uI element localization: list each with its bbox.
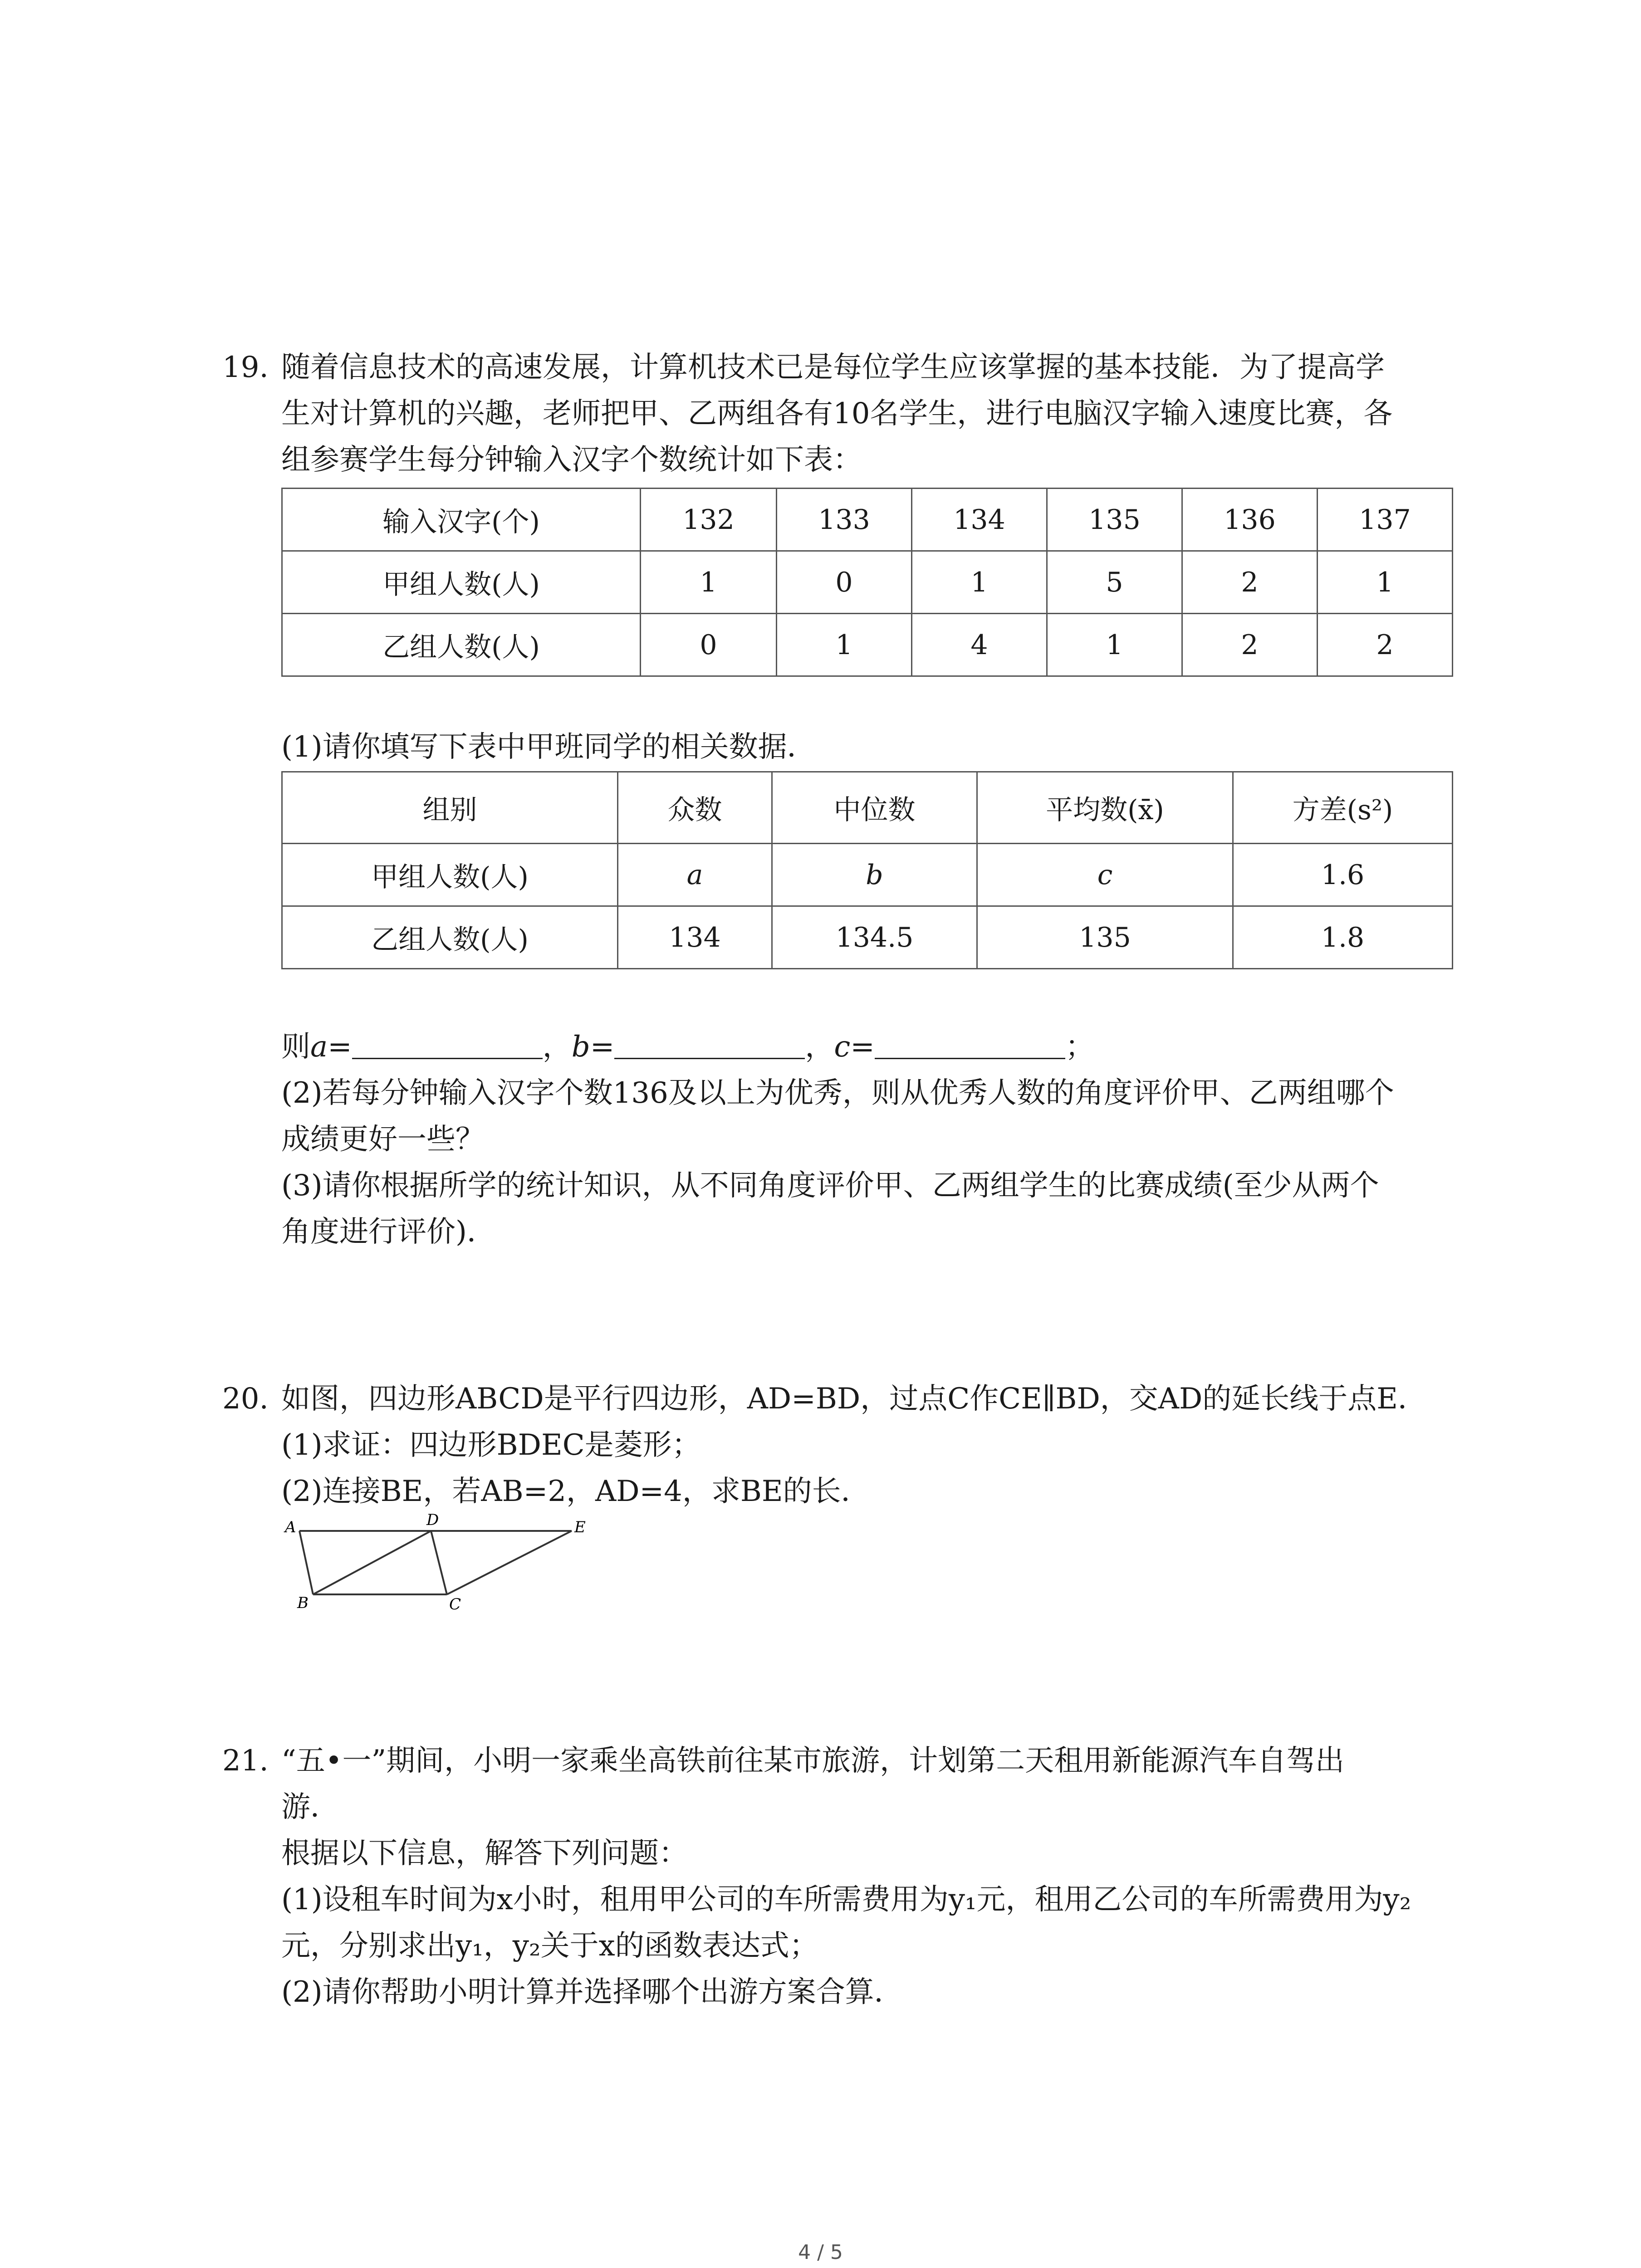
q19-number: 19. — [222, 351, 269, 384]
table-cell: 2 — [1182, 614, 1318, 676]
table-header-row — [282, 772, 1453, 844]
table-header-cell: 中位数 — [772, 772, 977, 844]
table-cell: 甲组人数(人) — [282, 844, 618, 906]
table-cell: b — [772, 844, 977, 906]
q20-number: 20. — [222, 1382, 269, 1416]
table-header-cell: 平均数(x̄) — [977, 772, 1233, 844]
table-cell: 1 — [912, 551, 1047, 614]
segment-dc — [431, 1531, 447, 1594]
fill-separator: ， — [805, 1030, 834, 1064]
table-row — [282, 614, 1453, 676]
table-cell: 5 — [1047, 551, 1182, 614]
fill-b-label: b= — [571, 1030, 615, 1064]
fill-prefix: 则 — [281, 1030, 310, 1064]
table-cell: 135 — [977, 906, 1233, 969]
vertex-label-c: C — [449, 1595, 461, 1613]
parallelogram-figure — [272, 1510, 617, 1615]
table-header-cell: 众数 — [618, 772, 772, 844]
table-cell: 1 — [1318, 551, 1453, 614]
vertex-label-d: D — [426, 1511, 439, 1529]
table-header-cell: 133 — [777, 489, 912, 551]
table-cell: 甲组人数(人) — [282, 551, 641, 614]
table-cell: 0 — [641, 614, 777, 676]
fill-a-label: a= — [310, 1030, 352, 1064]
table-cell: 4 — [912, 614, 1047, 676]
table-cell: 1 — [1047, 614, 1182, 676]
segment-ec — [447, 1531, 572, 1594]
q21-text-line4: (1)设租车时间为x小时，租用甲公司的车所需费用为y₁元，租用乙公司的车所需费用为y₂ — [281, 1883, 1411, 1916]
segment-bd — [313, 1531, 431, 1594]
table-cell: 0 — [777, 551, 912, 614]
table-header-cell: 132 — [641, 489, 777, 551]
q19-text-line2: 生对计算机的兴趣，老师把甲、乙两组各有10名学生，进行电脑汉字输入速度比赛，各 — [281, 397, 1393, 430]
q19-part2-line1: (2)若每分钟输入汉字个数136及以上为优秀，则从优秀人数的角度评价甲、乙两组哪个 — [281, 1076, 1394, 1110]
q20-text-line1: 如图，四边形ABCD是平行四边形，AD=BD，过点C作CE∥BD，交AD的延长线于点E． — [281, 1382, 1427, 1416]
fill-c-label: c= — [834, 1030, 875, 1064]
table-header-cell: 137 — [1318, 489, 1453, 551]
table-header-cell: 136 — [1182, 489, 1318, 551]
q20-text-line3: (2)连接BE，若AB=2，AD=4，求BE的长． — [281, 1475, 870, 1508]
q21-number: 21. — [222, 1744, 269, 1778]
q21-text-line2: 游． — [281, 1790, 339, 1824]
fill-separator: ， — [542, 1030, 572, 1064]
page-number: 4 / 5 — [798, 2241, 843, 2264]
table-header-cell: 组别 — [282, 772, 618, 844]
vertex-label-b: B — [297, 1594, 309, 1612]
table-header-cell: 134 — [912, 489, 1047, 551]
table-header-cell: 输入汉字(个) — [282, 489, 641, 551]
table-cell: 2 — [1318, 614, 1453, 676]
q19-text-line3: 组参赛学生每分钟输入汉字个数统计如下表： — [281, 443, 862, 477]
q21-text-line6: (2)请你帮助小明计算并选择哪个出游方案合算． — [281, 1975, 903, 2009]
q19-part2-line2: 成绩更好一些？ — [281, 1123, 485, 1156]
table-header-row — [282, 489, 1453, 551]
q19-part1: (1)请你填写下表中甲班同学的相关数据． — [281, 730, 816, 764]
answer-blank-a[interactable] — [352, 1031, 543, 1059]
table-cell: 134 — [618, 906, 772, 969]
table-row — [282, 551, 1453, 614]
table-cell: 2 — [1182, 551, 1318, 614]
table-cell: a — [618, 844, 772, 906]
table-cell: 1.6 — [1233, 844, 1453, 906]
q21-text-line5: 元，分别求出y₁，y₂关于x的函数表达式； — [281, 1929, 818, 1963]
table-cell: 1 — [777, 614, 912, 676]
q19-text-line1: 随着信息技术的高速发展，计算机技术已是每位学生应该掌握的基本技能．为了提高学 — [281, 351, 1385, 384]
table-cell: c — [977, 844, 1233, 906]
q21-text-line3: 根据以下信息，解答下列问题： — [281, 1837, 688, 1870]
table-row — [282, 844, 1453, 906]
q20-text-line2: (1)求证：四边形BDEC是菱形； — [281, 1428, 701, 1462]
segment-ab — [299, 1531, 313, 1594]
table-cell: 乙组人数(人) — [282, 906, 618, 969]
answer-blank-c[interactable] — [875, 1031, 1065, 1059]
table-cell: 1.8 — [1233, 906, 1453, 969]
vertex-label-e: E — [574, 1518, 586, 1536]
q19-part3-line1: (3)请你根据所学的统计知识，从不同角度评价甲、乙两组学生的比赛成绩(至少从两个 — [281, 1169, 1379, 1202]
vertex-label-a: A — [285, 1518, 296, 1536]
fill-end: ； — [1065, 1030, 1094, 1064]
q21-text-line1: “五•一”期间，小明一家乘坐高铁前往某市旅游，计划第二天租用新能源汽车自驾出 — [281, 1744, 1345, 1778]
q19-typing-speed-table — [281, 488, 1453, 677]
answer-blank-b[interactable] — [614, 1031, 805, 1059]
table-cell: 1 — [641, 551, 777, 614]
table-row — [282, 906, 1453, 969]
q19-statistics-table — [281, 771, 1453, 969]
table-header-cell: 方差(s²) — [1233, 772, 1453, 844]
table-cell: 乙组人数(人) — [282, 614, 641, 676]
q19-fill-in-line — [281, 1029, 1094, 1065]
q19-part3-line2: 角度进行评价)． — [281, 1215, 496, 1249]
table-cell: 134.5 — [772, 906, 977, 969]
table-header-cell: 135 — [1047, 489, 1182, 551]
